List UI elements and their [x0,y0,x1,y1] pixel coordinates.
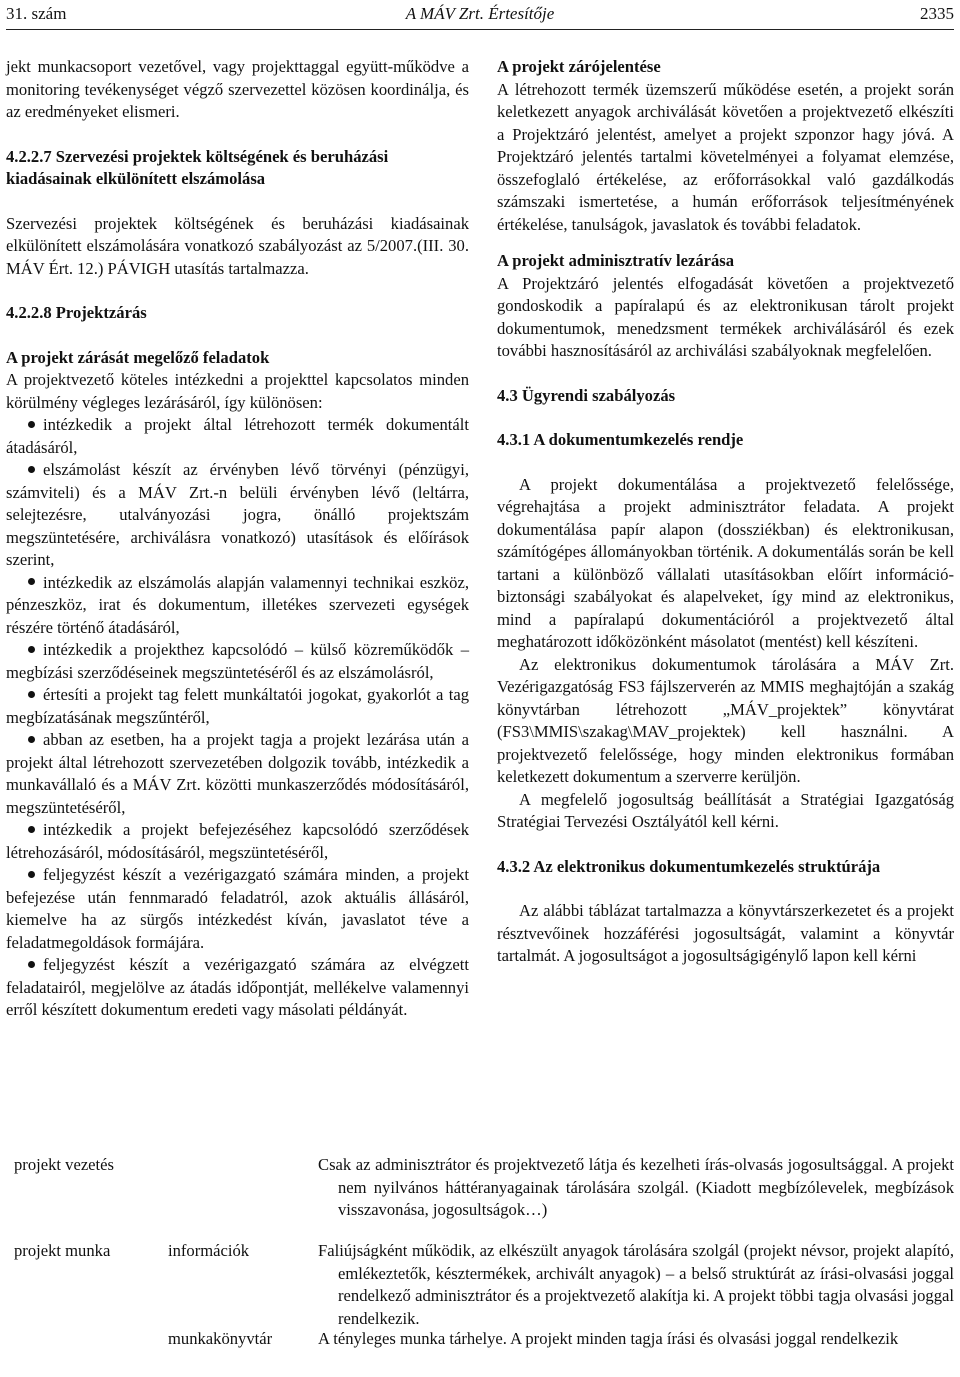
bullet-icon [28,421,35,428]
bullet-item [6,414,469,459]
directory-table [6,1154,954,1351]
subheading: A projekt adminisztratív lezárása [497,251,735,270]
bullet-text: intézkedik a projekt befejezéséhez kapcsolódó szerződések létrehozásáról, módosításáról, megszüntetéséről, [6,820,469,862]
bullet-item [6,864,469,954]
bullet-item [6,572,469,640]
header-rule [6,29,954,30]
paragraph: A projektvezető köteles intézkedni a projekttel kapcsolatos minden körülmény végleges lezárásáról, így különösen: [6,370,469,412]
page-number: 2335 [920,4,954,23]
bullet-item [6,684,469,729]
table-row [6,1154,954,1240]
bullet-icon [28,736,35,743]
publication-title: A MÁV Zrt. Értesítője [405,4,555,23]
bullet-text: intézkedik a projekt által létrehozott termék dokumentált átadásáról, [6,415,469,457]
bullet-item [6,639,469,684]
issue-number: 31. szám [6,4,67,23]
paragraph: Az elektronikus dokumentumok tárolására a MÁV Zrt. Vezérigazgatóság FS3 fájlszerverén az MMIS meghajtóján a szakág könyvtárban létrehozott „MÁV_projektek” könyvtárat (FS3\MMIS\szakag\MAV_projektek) kell használni. A projektvezető felelőssége, hogy minden elektronikus formában keletkezett dokumentum a szerverre kerüljön. [497,654,954,786]
table-row [6,1328,954,1351]
section-heading-43: 4.3 Ügyrendi szabályozás [497,385,676,405]
bullet-text: abban az esetben, ha a projekt tagja a projekt lezárása után a projekt által létrehozott szervezetében dolgozik tovább, intézkedik a munkavállaló és a MÁV Zrt. közötti munkaszerződés módosításáról, megszüntetéséről, [6,730,469,817]
table-cell: A tényleges munka tárhelye. A projekt minden tagja írási és olvasási joggal rendelkezik [318,1329,899,1348]
paragraph: A Projektzáró jelentés elfogadását követően a projektvezető gondoskodik a papíralapú és az elektronikusan tárolt projekt dokumentumok, menedzsment termékek archiválásáról és ezek további hasznosításáról az archiválási szabályoknak megfelelően. [497,273,954,360]
paragraph: A megfelelő jogosultság beállítását a Stratégiai Igazgatóság Stratégiai Tervezési Osztályától kell kérni. [497,789,954,831]
table-cell: információk [168,1241,250,1260]
bullet-item [6,729,469,819]
paragraph: A létrehozott termék üzemszerű működése esetén, a projekt során keletkezett anyagok archiválását követően a projektvezető elkészíti a Projektzáró jelentést, amelyet a projekt szponzor hagy jóvá. A Projektzáró jelentés tartalmi követelményei a folyamat elemzése, összefoglaló értékelése, az erőforrásokkal való gazdálkodás számszaki ismertetése, a humán erőforrások teljesítményének értékelése, tanulságok, javaslatok és további feladatok. [497,79,954,234]
bullet-text: feljegyzést készít a vezérigazgató számára az elvégzett feladatairól, megjelölve az átadás időpontját, mellékelve valamennyi erről készített dokumentum eredeti vagy másolati példányát. [6,955,469,1019]
left-column [6,56,469,1022]
paragraph: Szervezési projektek költségének és beruházási kiadásainak elkülönített elszámolására vonatkozó szabályozást az 5/2007.(III. 30. MÁV Ért. 12.) PÁVIGH utasítás tartalmazza. [6,213,469,278]
bullet-icon [28,691,35,698]
bullet-icon [28,466,35,473]
paragraph: A projekt dokumentálása a projektvezető felelőssége, végrehajtása a projekt adminisztrátor feladata. A projekt dokumentálása papír alapon (dossziékban) és elektronikusan, számítógépes állományokban történik. A dokumentálás során be kell tartani a különböző vállalati utasításokban előírt információ-biztonsági szabályokat és alapelveket, így mind az elektronikus, mind a papíralapú dokumentációról a projektvezető által meghatározott időközönként másolatot (mentést) kell készíteni. [497,474,954,651]
section-heading-431: 4.3.1 A dokumentumkezelés rendje [497,430,744,449]
page-header [6,4,954,28]
bullet-item [6,954,469,1022]
section-heading-4228: 4.2.2.8 Projektzárás [6,303,147,322]
bullet-text: intézkedik az elszámolás alapján valamennyi technikai eszköz, pénzeszköz, irat és dokumentum, illetékes szervezeti egységek részére történő átadásáról, [6,572,469,637]
bullet-text: intézkedik a projekthez kapcsolódó – külső közreműködők – megbízási szerződéseinek megszüntetéséről és az elszámolásról, [6,640,469,682]
paragraph: Az alábbi táblázat tartalmazza a könyvtárszerkezetet és a projekt résztvevőinek hozzáférési jogosultságát, valamint a könyvtár tartalmát. A jogosultságot a jogosultságigénylő lapon kell kérni [497,901,954,965]
section-heading-4227: 4.2.2.7 Szervezési projektek költségének és beruházási kiadásainak elkülönített elszámolása [6,146,389,188]
bullet-icon [28,871,35,878]
bullet-item [6,459,469,572]
section-heading-432: 4.3.2 Az elektronikus dokumentumkezelés struktúrája [497,856,881,876]
bullet-text: értesíti a projekt tag felett munkáltatói jogokat, gyakorlót a tag megbízatásának megszűntéről, [6,685,469,727]
table-cell: Faliújságként működik, az elkészült anyagok tárolására szolgál (projekt névsor, projekt alapító, emlékeztetők, késztermékek, archivált anyagok) – a belső struktúrát az írási-olvasási joggal rendelkező adminisztrátor és a projektvezető alakítja ki. A projekt többi tagja olvasási joggal rendelkezik. [318,1241,954,1328]
table-cell: Csak az adminisztrátor és projektvezető látja és kezelheti írás-olvasás jogosultsággal. A projekt nem nyilvános háttéranyagainak tárolására szolgál. (Kiadott megbízólevelek, megbízások visszavonása, jogosultságok…) [318,1155,954,1219]
table-cell: projekt munka [14,1241,111,1260]
bullet-icon [28,826,35,833]
table-cell: projekt vezetés [14,1155,114,1174]
paragraph: jekt munkacsoport vezetővel, vagy projekttaggal együtt-működve a monitoring tevékenységet végző szervezettel közösen koordinálja, és az eredményeket elismeri. [6,57,469,121]
bullet-icon [28,961,35,968]
right-column [497,56,954,968]
bullet-text: elszámolást készít az érvényben lévő törvényi (pénzügyi, számviteli) és a MÁV Zrt.-n belüli érvényben lévő (leltárra, selejtezésre, utalványozási jogra, önálló projektszám megszüntetésére, archiválásra vonatkozó) utasítások és előírások szerint, [6,460,469,569]
bullet-text: feljegyzést készít a vezérigazgató számára minden, a projekt befejezése után fennmaradó feladatról, azok aktuális állásáról, kiemelve ha az sürgős intézkedést kíván, javaslatot téve a feladatmegoldások formájára. [6,865,469,952]
table-cell: munkakönyvtár [168,1329,273,1348]
subheading: A projekt zárójelentése [497,57,661,76]
table-row [6,1240,954,1328]
bullet-item [6,819,469,864]
bullet-icon [28,646,35,653]
subheading: A projekt zárását megelőző feladatok [6,347,270,367]
bullet-icon [28,578,35,585]
